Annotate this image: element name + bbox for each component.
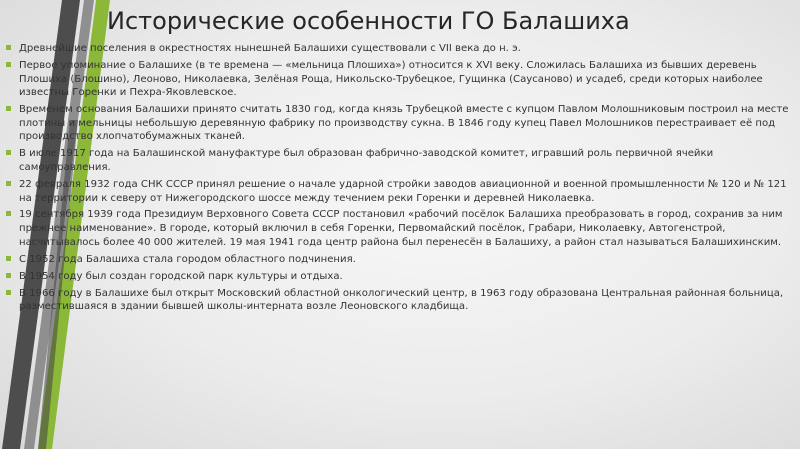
bullet-list (6, 42, 796, 317)
bullet-text: В 1954 году был создан городской парк культуры и отдыха. (19, 270, 343, 282)
bullet-square-icon (6, 273, 11, 278)
bullet-item (6, 42, 796, 56)
bullet-text: В 1966 году в Балашихе был открыт Московский областной онкологический центр, в 1963 году образована Центральная районная больница, разместившаяся в здании бывшей школы-интерната возле Леоновского кладбища. (19, 287, 784, 313)
bullet-item (6, 147, 796, 174)
bullet-square-icon (6, 181, 11, 186)
bullet-square-icon (6, 62, 11, 67)
bullet-item (6, 287, 796, 314)
bullet-square-icon (6, 256, 11, 261)
bullet-text: Первое упоминание о Балашихе (в те времена — «мельница Плошиха») относится к XVI веку. Сложилась Балашиха из бывших деревень Плошиха (Блошино), Леоново, Николаевка, Зелёная Роща, Никольско-Трубецкое, Гущинка (Саусаново) и усадеб, среди которых наиболее известны Горенки и Пехра-Яковлевское. (19, 59, 763, 99)
bullet-square-icon (6, 290, 11, 295)
slide-title: Исторические особенности ГО Балашиха (107, 7, 630, 35)
bullet-square-icon (6, 150, 11, 155)
bullet-item (6, 178, 796, 205)
bullet-square-icon (6, 106, 11, 111)
bullet-square-icon (6, 45, 11, 50)
bullet-text: В июле 1917 года на Балашинской мануфактуре был образован фабрично-заводской комитет, игравший роль первичной ячейки самоуправления. (19, 148, 714, 173)
bullet-text: 22 февраля 1932 года СНК СССР принял решение о начале ударной стройки заводов авиационной и военной промышленности № 120 и № 121 на территории к северу от Нижегородского шоссе между течением реки Горенки и деревней Николаевка. (19, 178, 787, 204)
bullet-text: С 1952 года Балашиха стала городом областного подчинения. (19, 253, 356, 265)
bullet-text: Временем основания Балашихи принято считать 1830 год, когда князь Трубецкой вместе с купцом Павлом Молошниковым построил на месте плотины и мельницы небольшую деревянную фабрику по производству сукна. В 1846 году купец Павел Молошников перестраивает её под производство хлопчатобумажных тканей. (19, 104, 789, 143)
bullet-item (6, 270, 796, 284)
bullet-text: Древнейшие поселения в окрестностях нынешней Балашихи существовали с VII века до н. э. (19, 43, 521, 54)
bullet-item (6, 253, 796, 267)
bullet-square-icon (6, 211, 11, 216)
bullet-item (6, 59, 796, 100)
bullet-item (6, 208, 796, 249)
bullet-text: 19 сентября 1939 года Президиум Верховного Совета СССР постановил «рабочий посёлок Балашиха преобразовать в город, сохранив за ним прежнее наименование». В городе, который включил в себя Горенки, Первомайский посёлок, Грабари, Николаевку, Автогенстрой, насчитывалось более 40 000 жителей. 19 мая 1941 года центр района был перенесён в Балашиху, а район стал называться Балашихинским. (19, 209, 783, 248)
bullet-item (6, 103, 796, 144)
